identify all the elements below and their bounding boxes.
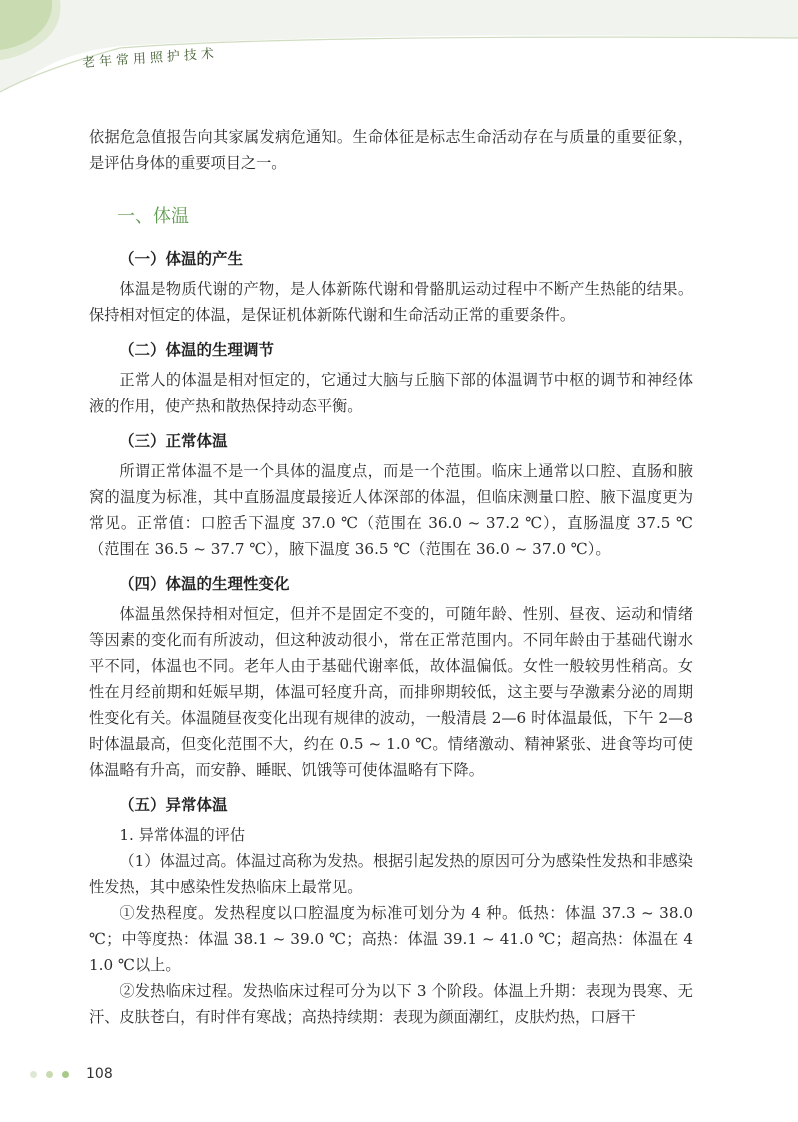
intro-paragraph: 依据危急值报告向其家属发病危通知。生命体征是标志生命活动存在与质量的重要征象，是评估身体的重要项目之一。 xyxy=(89,128,693,172)
subheading-normal-temperature: （三）正常体温 xyxy=(119,432,228,450)
footer-dot-icon xyxy=(62,1071,69,1078)
page-footer xyxy=(30,1066,113,1082)
footer-dot-icon xyxy=(46,1071,53,1078)
section-heading-temperature: 一、体温 xyxy=(117,206,189,227)
paragraph-normal-temperature: 所谓正常体温不是一个具体的温度点，而是一个范围。临床上通常以口腔、直肠和腋窝的温度为标准，其中直肠温度最接近人体深部的体温，但临床测量口腔、腋下温度更为常见。正常值：口腔舌下温度 37.0 ℃（范围在 36.0 ~ 37.2 ℃），直肠温度 37.5 ℃（范围在 36.5 ~ 37.7 ℃），腋下温度 36.5 ℃（范围在 36.0 ~ 37.0 ℃）。 xyxy=(89,462,693,558)
paragraph-fever-course: ②发热临床过程。发热临床过程可分为以下 3 个阶段。体温上升期：表现为畏寒、无汗、皮肤苍白，有时伴有寒战；高热持续期：表现为颜面潮红，皮肤灼热，口唇干 xyxy=(89,982,693,1026)
paragraph-physiological-change: 体温虽然保持相对恒定，但并不是固定不变的，可随年龄、性别、昼夜、运动和情绪等因素的变化而有所波动，但这种波动很小，常在正常范围内。不同年龄由于基础代谢水平不同，体温也不同。老年人由于基础代谢率低，故体温偏低。女性一般较男性稍高。女性在月经前期和妊娠早期，体温可轻度升高，而排卵期较低，这主要与孕激素分泌的周期性变化有关。体温随昼夜变化出现有规律的波动，一般清晨 2—6 时体温最低，下午 2—8 时体温最高，但变化范围不大，约在 0.5 ~ 1.0 ℃。情绪激动、精神紧张、进食等均可使体温略有升高，而安静、睡眠、饥饿等可使体温略有下降。 xyxy=(89,605,693,779)
footer-dot-icon xyxy=(30,1071,37,1078)
subheading-abnormal-temperature: （五）异常体温 xyxy=(119,796,228,814)
running-header: 老年常用照护技术 xyxy=(81,46,219,71)
subheading-regulation: （二）体温的生理调节 xyxy=(119,341,275,359)
paragraph-hyperthermia: （1）体温过高。体温过高称为发热。根据引起发热的原因可分为感染性发热和非感染性发热，其中感染性发热临床上最常见。 xyxy=(89,852,693,896)
subheading-generation: （一）体温的产生 xyxy=(119,250,244,268)
page-number: 108 xyxy=(86,1066,113,1082)
list-item-assessment: 1. 异常体温的评估 xyxy=(119,826,246,844)
paragraph-generation: 体温是物质代谢的产物，是人体新陈代谢和骨骼肌运动过程中不断产生热能的结果。保持相对恒定的体温，是保证机体新陈代谢和生命活动正常的重要条件。 xyxy=(89,280,693,324)
page-body xyxy=(89,124,693,1030)
paragraph-fever-degree: ①发热程度。发热程度以口腔温度为标准可划分为 4 种。低热：体温 37.3 ~ 38.0 ℃；中等度热：体温 38.1 ~ 39.0 ℃；高热：体温 39.1 ~ 41.0 ℃；超高热：体温在 41.0 ℃以上。 xyxy=(89,904,693,974)
paragraph-regulation: 正常人的体温是相对恒定的，它通过大脑与丘脑下部的体温调节中枢的调节和神经体液的作用，使产热和散热保持动态平衡。 xyxy=(89,371,693,415)
subheading-physiological-change: （四）体温的生理性变化 xyxy=(119,575,290,593)
